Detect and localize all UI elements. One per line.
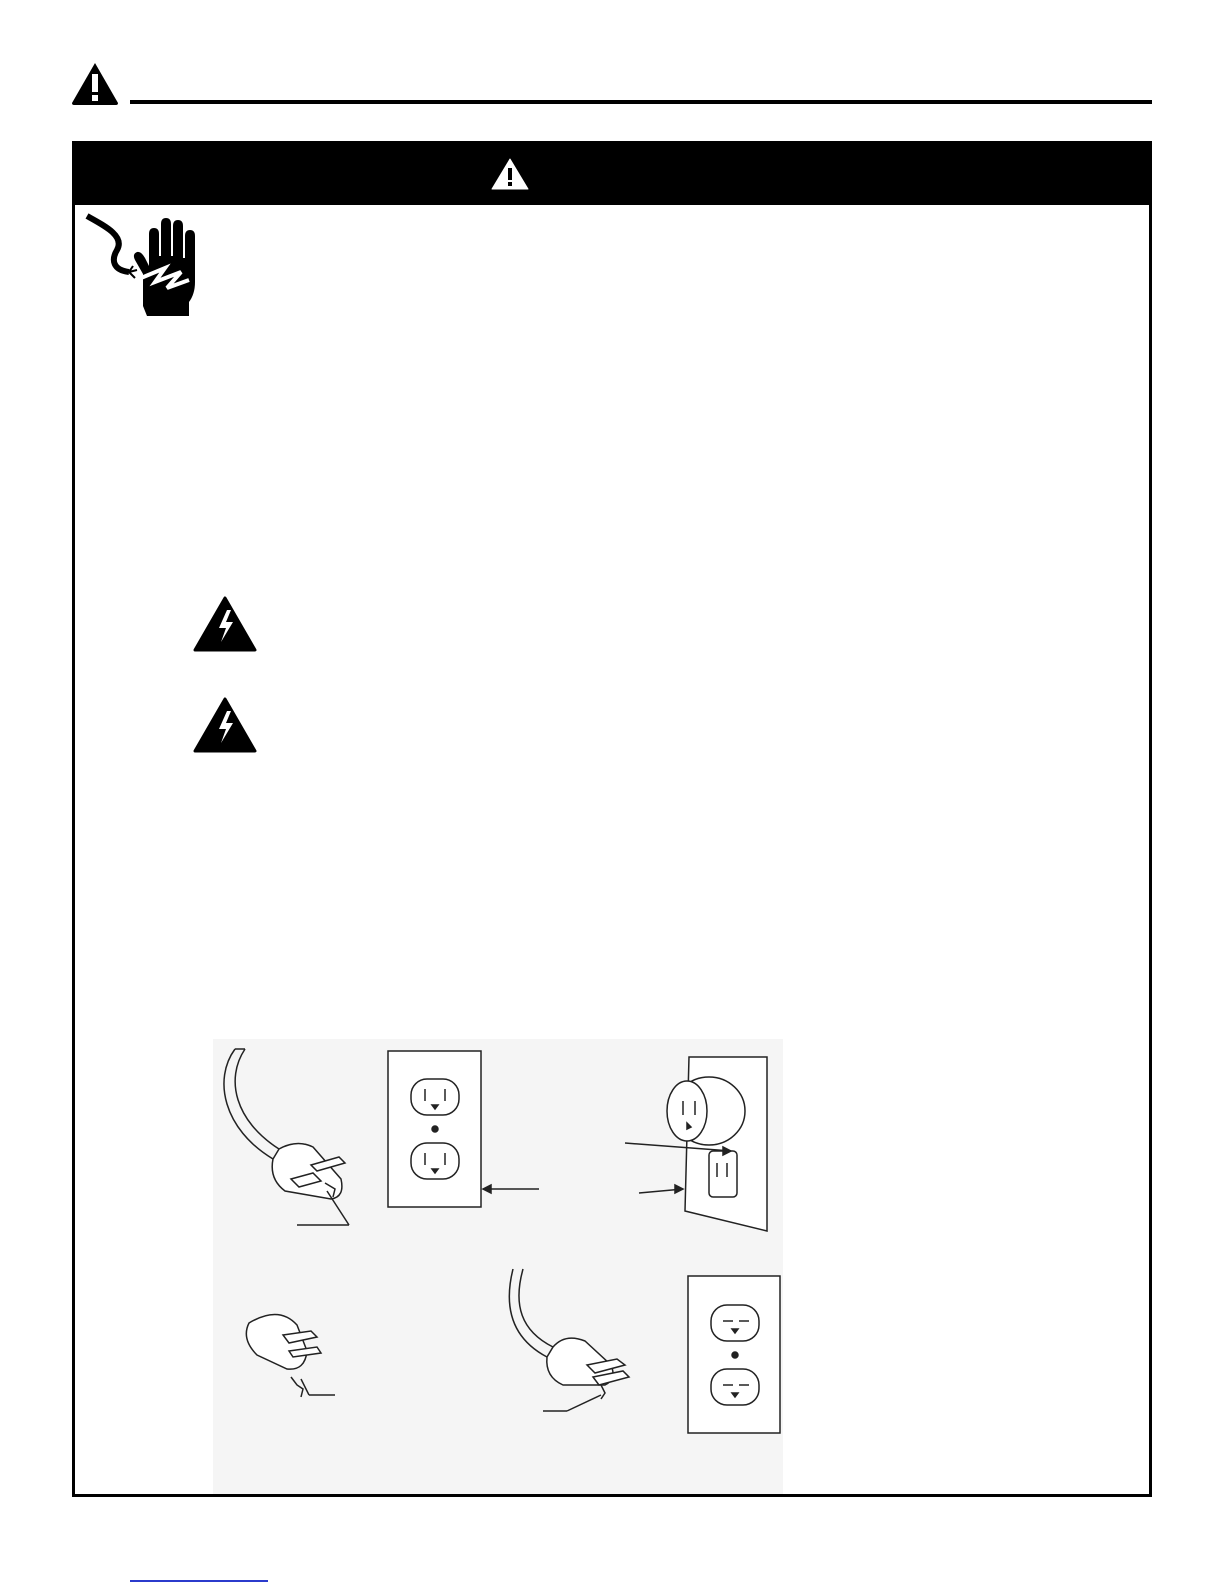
warning-box: [72, 141, 1152, 1497]
warning-triangle-icon: [491, 157, 529, 191]
warning-header-bar: [75, 144, 1149, 205]
electric-bolt-triangle-icon: [193, 596, 257, 652]
electric-bolt-triangle-icon: [193, 697, 257, 753]
warning-triangle-icon: [70, 60, 120, 106]
bottom-link-underline[interactable]: [130, 1580, 268, 1582]
header-rule: [130, 100, 1152, 104]
electric-shock-hand-icon: [85, 212, 205, 320]
plugs-and-outlets-illustration: [213, 1039, 783, 1494]
